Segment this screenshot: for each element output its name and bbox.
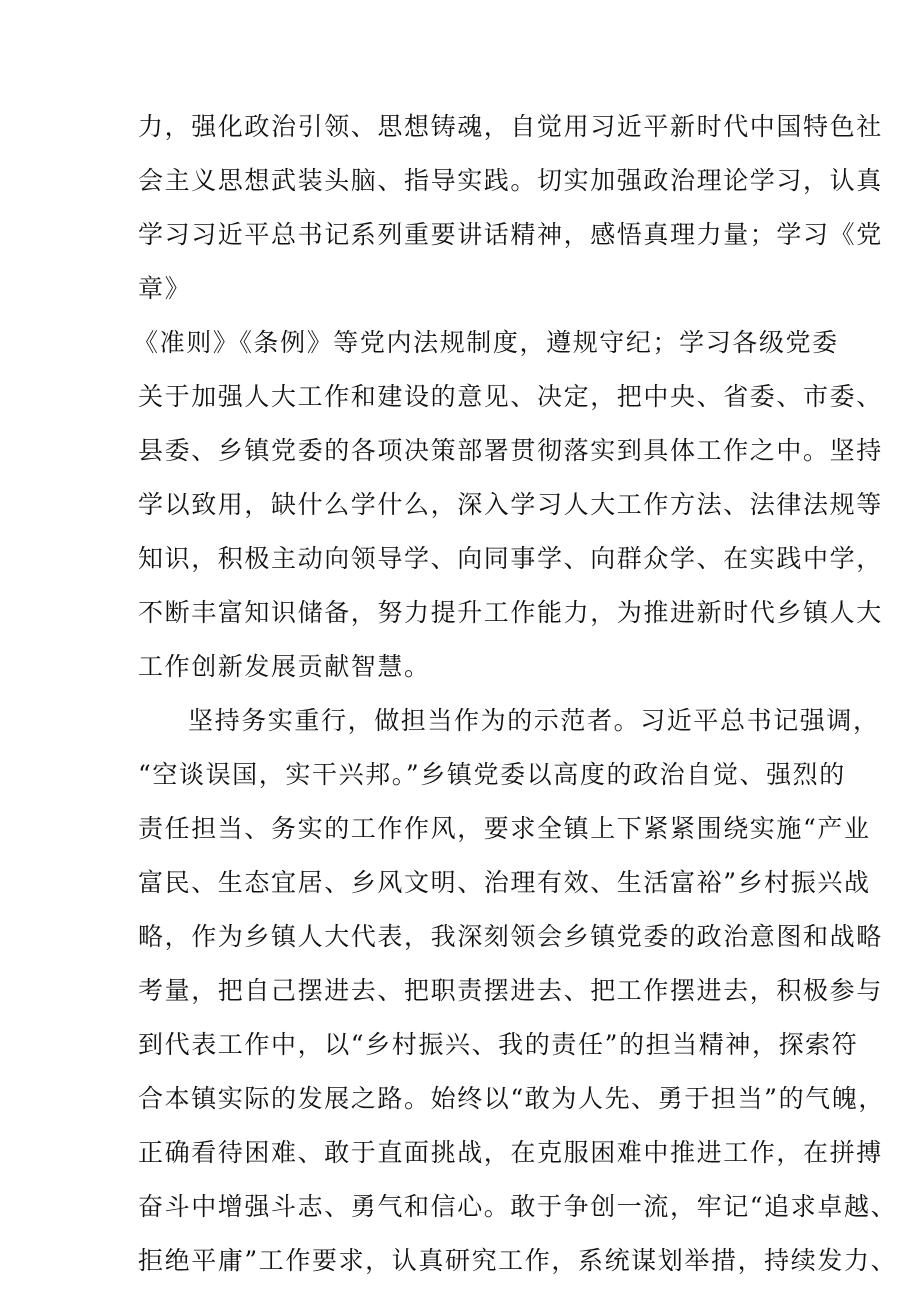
paragraph-first-line: 坚持务实重行，做担当作为的示范者。习近平总书记强调， (188, 706, 880, 735)
text-line: 县委、乡镇党委的各项决策部署贯彻落实到具体工作之中。坚持 (138, 436, 883, 465)
text-line: 略，作为乡镇人大代表，我深刻领会乡镇党委的政治意图和战略 (138, 922, 883, 951)
text-line: 关于加强人大工作和建设的意见、决定，把中央、省委、市委、 (138, 382, 883, 411)
text-line: 富民、生态宜居、乡风文明、治理有效、生活富裕”乡村振兴战 (138, 868, 871, 897)
text-line: 力，强化政治引领、思想铸魂，自觉用习近平新时代中国特色社 (138, 112, 883, 141)
text-line: 学以致用，缺什么学什么，深入学习人大工作方法、法律法规等 (138, 490, 883, 519)
text-line: 不断丰富知识储备，努力提升工作能力，为推进新时代乡镇人大 (138, 598, 883, 627)
text-line: 《准则》《条例》等党内法规制度，遵规守纪；学习各级党委 (133, 328, 839, 357)
text-line: 合本镇实际的发展之路。始终以“敢为人先、勇于担当”的气魄， (138, 1084, 885, 1113)
text-line: 工作创新发展贡献智慧。 (138, 652, 431, 681)
text-line: 学习习近平总书记系列重要讲话精神，感悟真理力量；学习《党 (138, 220, 883, 249)
text-line: 章》 (138, 274, 192, 303)
text-line: 知识，积极主动向领导学、向同事学、向群众学、在实践中学， (138, 544, 883, 573)
text-line: 考量，把自己摆进去、把职责摆进去、把工作摆进去，积极参与 (138, 976, 883, 1005)
text-line: 会主义思想武装头脑、指导实践。切实加强政治理论学习，认真 (138, 166, 883, 195)
text-line: 奋斗中增强斗志、勇气和信心。敢于争创一流，牢记“追求卓越、 (138, 1192, 898, 1221)
text-line: 拒绝平庸”工作要求，认真研究工作，系统谋划举措，持续发力、 (138, 1246, 898, 1275)
text-line: 责任担当、务实的工作作风，要求全镇上下紧紧围绕实施“产业 (138, 814, 871, 843)
text-line: “空谈误国，实干兴邦。”乡镇党委以高度的政治自觉、强烈的 (138, 760, 846, 789)
text-line: 正确看待困难、敢于直面挑战，在克服困难中推进工作，在拼搏 (138, 1138, 883, 1167)
text-line: 到代表工作中，以“乡村振兴、我的责任”的担当精神，探索符 (138, 1030, 859, 1059)
